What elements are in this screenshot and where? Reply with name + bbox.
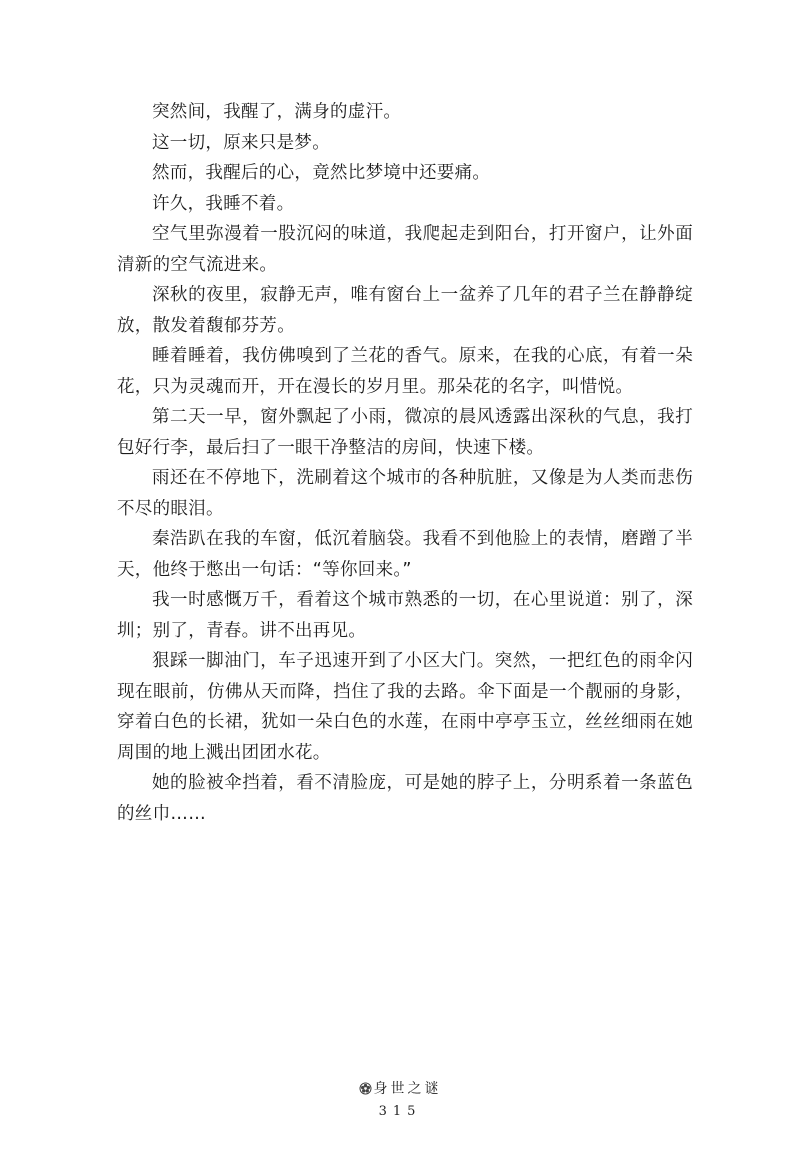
paragraph: 深秋的夜里，寂静无声，唯有窗台上一盆养了几年的君子兰在静静绽放，散发着馥郁芬芳。: [117, 285, 693, 336]
book-title: 身世之谜: [373, 1081, 442, 1097]
paragraph: 我一时感慨万千，看着这个城市熟悉的一切，在心里说道：别了，深圳；别了，青春。讲不出再见。: [117, 590, 693, 641]
flower-icon: [359, 1082, 372, 1095]
paragraph: 许久，我睡不着。: [152, 193, 295, 214]
paragraph: 这一切，原来只是梦。: [152, 132, 330, 153]
paragraph: 秦浩趴在我的车窗，低沉着脑袋。我看不到他脸上的表情，磨蹭了半天，他终于憋出一句话：“等你回来。”: [117, 529, 693, 580]
paragraph: 第二天一早，窗外飘起了小雨，微凉的晨风透露出深秋的气息，我打包好行李，最后扫了一眼干净整洁的房间，快速下楼。: [117, 407, 693, 458]
page-number: 315: [378, 1104, 422, 1119]
paragraph: 雨还在不停地下，洗刷着这个城市的各种肮脏，又像是为人类而悲伤不尽的眼泪。: [117, 468, 693, 519]
running-footer: [0, 1078, 800, 1098]
paragraph: 然而，我醒后的心，竟然比梦境中还要痛。: [152, 163, 491, 183]
paragraph: 空气里弥漫着一股沉闷的味道，我爬起走到阳台，打开窗户，让外面清新的空气流进来。: [117, 224, 693, 275]
paragraph: 突然间，我醒了，满身的虚汗。: [152, 102, 402, 122]
paragraph: 狠踩一脚油门，车子迅速开到了小区大门。突然，一把红色的雨伞闪现在眼前，仿佛从天而降，挡住了我的去路。伞下面是一个靓丽的身影，穿着白色的长裙，犹如一朵白色的水莲，在雨中亭亭玉立，丝丝细雨在她周围的地上溅出团团水花。: [117, 651, 693, 763]
paragraph: 睡着睡着，我仿佛嗅到了兰花的香气。原来，在我的心底，有着一朵花，只为灵魂而开，开在漫长的岁月里。那朵花的名字，叫惜悦。: [117, 346, 693, 397]
body-text: [117, 97, 693, 829]
paragraph: 她的脸被伞挡着，看不清脸庞，可是她的脖子上，分明系着一条蓝色的丝巾……: [117, 773, 693, 824]
